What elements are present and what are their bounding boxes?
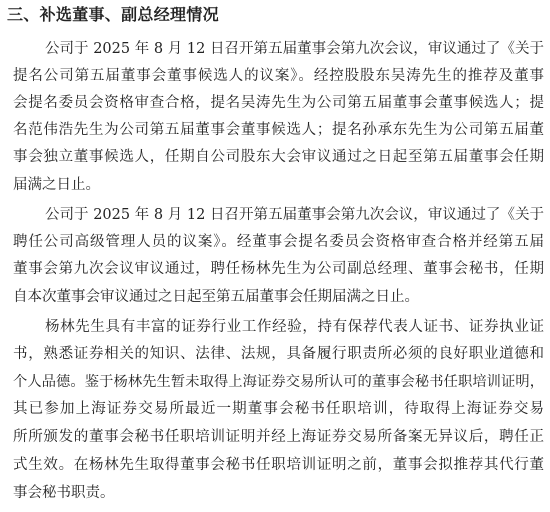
paragraph-line: 董事会第九次会议审议通过，聘任杨林先生为公司副总经理、董事会秘书，任期: [13, 261, 544, 277]
paragraph-line: 其已参加上海证券交易所最近一期董事会秘书任职培训，待取得上海证券交易: [13, 401, 544, 417]
paragraph-line: 提名公司第五届董事会董事候选人的议案》。经控股股东吴涛先生的推荐及董事: [13, 68, 544, 84]
paragraph-line: 聘任公司高级管理人员的议案》。经董事会提名委员会资格审查合格并经第五届: [13, 234, 544, 250]
paragraph-line: 式生效。在杨林先生取得董事会秘书任职培训证明之前，董事会拟推荐其代行董: [13, 457, 544, 473]
paragraph-line: 自本次董事会审议通过之日起至第五届董事会任期届满之日止。: [13, 289, 419, 305]
paragraph-line: 事会秘书职责。: [13, 485, 115, 501]
paragraph-line: 届满之日止。: [13, 177, 100, 193]
paragraph-line: 个人品德。鉴于杨林先生暂未取得上海证券交易所认可的董事会秘书任职培训证明，: [13, 374, 544, 390]
paragraph-line: 名范伟浩先生为公司第五届董事会董事候选人；提名孙承东先生为公司第五届董: [13, 122, 544, 138]
paragraph-line: 公司于 2025 年 8 月 12 日召开第五届董事会第九次会议，审议通过了《关于: [45, 41, 544, 57]
paragraph-line: 书，熟悉证券相关的知识、法律、法规，具备履行职责所必须的良好职业道德和: [13, 346, 544, 362]
paragraph-line: 公司于 2025 年 8 月 12 日召开第五届董事会第九次会议，审议通过了《关于: [45, 207, 544, 223]
paragraph-line: 杨林先生具有丰富的证券行业工作经验，持有保荐代表人证书、证券执业证: [45, 319, 544, 335]
paragraph-line: 所所颁发的董事会秘书任职培训证明并经上海证券交易所备案无异议后，聘任正: [13, 429, 544, 445]
paragraph-line: 会提名委员会资格审查合格，提名吴涛先生为公司第五届董事会董事候选人；提: [13, 95, 544, 111]
paragraph-line: 事会独立董事候选人，任期自公司股东大会审议通过之日起至第五届董事会任期: [13, 149, 544, 165]
section-heading: 三、补选董事、副总经理情况: [7, 5, 219, 24]
